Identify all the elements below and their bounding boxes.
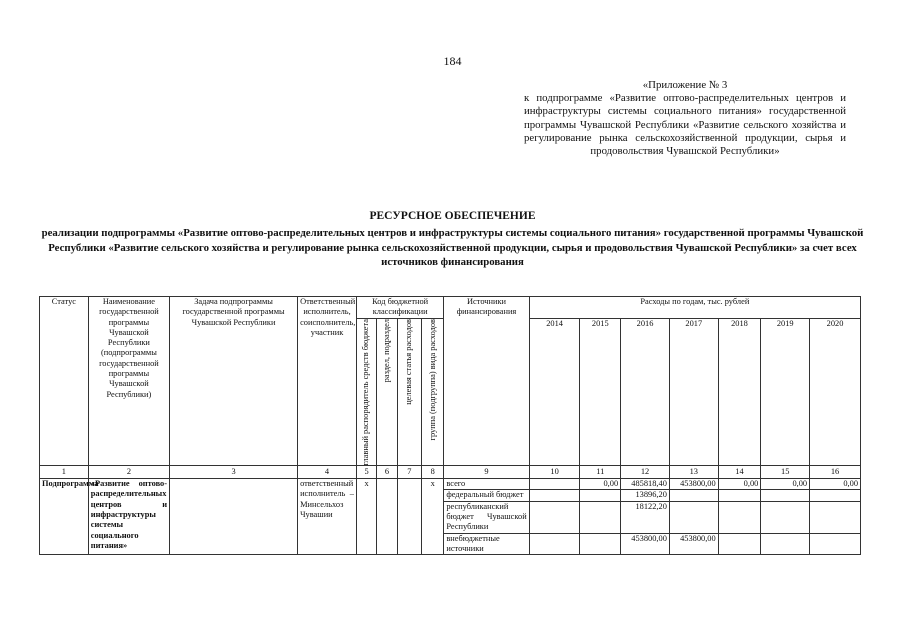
column-number: 7 bbox=[397, 466, 421, 479]
header-status: Статус bbox=[40, 297, 89, 466]
code-target bbox=[397, 479, 421, 555]
value-cell bbox=[669, 490, 718, 501]
header-task: Задача подпрограммы государственной программы Чувашской Республики bbox=[170, 297, 298, 466]
header-year: 2016 bbox=[621, 318, 670, 466]
value-cell bbox=[529, 533, 580, 555]
value-cell bbox=[718, 490, 761, 501]
header-code-target: целевая статья расходов bbox=[404, 318, 414, 405]
program-status: Подпрограмма bbox=[40, 479, 89, 555]
value-cell bbox=[580, 490, 621, 501]
value-cell: 0,00 bbox=[718, 479, 761, 490]
column-number: 15 bbox=[761, 466, 810, 479]
header-year: 2020 bbox=[810, 318, 861, 466]
column-number: 6 bbox=[377, 466, 397, 479]
value-cell bbox=[761, 490, 810, 501]
column-number: 1 bbox=[40, 466, 89, 479]
appendix-title: «Приложение № 3 bbox=[642, 79, 728, 91]
document-title: РЕСУРСНОЕ ОБЕСПЕЧЕНИЕ bbox=[369, 210, 536, 222]
program-executor: ответственный исполнитель – Минсельхоз Чувашии bbox=[298, 479, 357, 555]
program-name: «Развитие оптово-распределительных центров и инфраструктуры системы социального питания» bbox=[88, 479, 169, 555]
value-cell bbox=[761, 533, 810, 555]
value-cell bbox=[718, 533, 761, 555]
value-cell: 13896,20 bbox=[621, 490, 670, 501]
code-section bbox=[377, 479, 397, 555]
value-cell: 453800,00 bbox=[621, 533, 670, 555]
value-cell bbox=[761, 501, 810, 533]
header-code-section: раздел, подраздел bbox=[381, 318, 391, 382]
header-year: 2014 bbox=[529, 318, 580, 466]
value-cell bbox=[718, 501, 761, 533]
source-cell: всего bbox=[444, 479, 529, 490]
source-cell: внебюджетные источники bbox=[444, 533, 529, 555]
page-number: 184 bbox=[443, 54, 462, 68]
header-code-grbs: главный распорядитель средств бюджета bbox=[361, 318, 371, 466]
column-number: 10 bbox=[529, 466, 580, 479]
header-expenses: Расходы по годам, тыс. рублей bbox=[529, 297, 860, 319]
program-task bbox=[170, 479, 298, 555]
header-year: 2015 bbox=[580, 318, 621, 466]
header-code-group: группа (подгруппа) вида расходов bbox=[427, 318, 437, 441]
header-row-1 bbox=[40, 297, 861, 319]
column-number: 13 bbox=[669, 466, 718, 479]
column-number: 2 bbox=[88, 466, 169, 479]
value-cell: 0,00 bbox=[810, 479, 861, 490]
document-subtitle: реализации подпрограммы «Развитие оптово-распределительных центров и инфраструктуры системы социального питания» государственной программы Чувашской Республики «Развитие сельского хозяйства и регулирование рынка сельскохозяйственной продукции, сырья и продовольствия Чувашской Республики» за счет всех источников финансирования bbox=[41, 227, 864, 268]
column-number: 4 bbox=[298, 466, 357, 479]
code-grbs: x bbox=[356, 479, 376, 555]
value-cell: 18122,20 bbox=[621, 501, 670, 533]
column-number: 5 bbox=[356, 466, 376, 479]
column-number: 16 bbox=[810, 466, 861, 479]
header-year: 2019 bbox=[761, 318, 810, 466]
column-number: 9 bbox=[444, 466, 529, 479]
source-cell: федеральный бюджет bbox=[444, 490, 529, 501]
resource-table bbox=[39, 296, 861, 555]
appendix-text: к подпрограмме «Развитие оптово-распределительных центров и инфраструктуры системы социального питания» государственной программы Чувашской Республики «Развитие сельского хозяйства и регулирование рынка сельскохозяйственной продукции, сырья и продовольствия Чувашской Республики» bbox=[524, 92, 846, 158]
value-cell bbox=[810, 501, 861, 533]
value-cell bbox=[580, 533, 621, 555]
header-year: 2017 bbox=[669, 318, 718, 466]
header-budget-code: Код бюджетной классификации bbox=[356, 297, 443, 319]
column-number: 12 bbox=[621, 466, 670, 479]
value-cell bbox=[810, 490, 861, 501]
value-cell bbox=[580, 501, 621, 533]
column-numbers-row bbox=[40, 466, 861, 479]
code-group: x bbox=[421, 479, 443, 555]
source-cell: республиканский бюджет Чувашской Республики bbox=[444, 501, 529, 533]
header-executor: Ответственный исполнитель, соисполнитель, участник bbox=[298, 297, 357, 466]
appendix-reference bbox=[524, 79, 846, 158]
value-cell: 0,00 bbox=[761, 479, 810, 490]
header-source: Источники финансирования bbox=[444, 297, 529, 466]
value-cell: 485818,40 bbox=[621, 479, 670, 490]
value-cell bbox=[810, 533, 861, 555]
table-row bbox=[40, 479, 861, 490]
value-cell bbox=[529, 501, 580, 533]
column-number: 8 bbox=[421, 466, 443, 479]
value-cell bbox=[529, 479, 580, 490]
header-year: 2018 bbox=[718, 318, 761, 466]
value-cell: 453800,00 bbox=[669, 533, 718, 555]
value-cell: 453800,00 bbox=[669, 479, 718, 490]
column-number: 14 bbox=[718, 466, 761, 479]
header-program-name: Наименование государственной программы Чувашской Республики (подпрограммы государственной программы Чувашской Республики) bbox=[88, 297, 169, 466]
column-number: 11 bbox=[580, 466, 621, 479]
value-cell bbox=[669, 501, 718, 533]
column-number: 3 bbox=[170, 466, 298, 479]
value-cell bbox=[529, 490, 580, 501]
value-cell: 0,00 bbox=[580, 479, 621, 490]
